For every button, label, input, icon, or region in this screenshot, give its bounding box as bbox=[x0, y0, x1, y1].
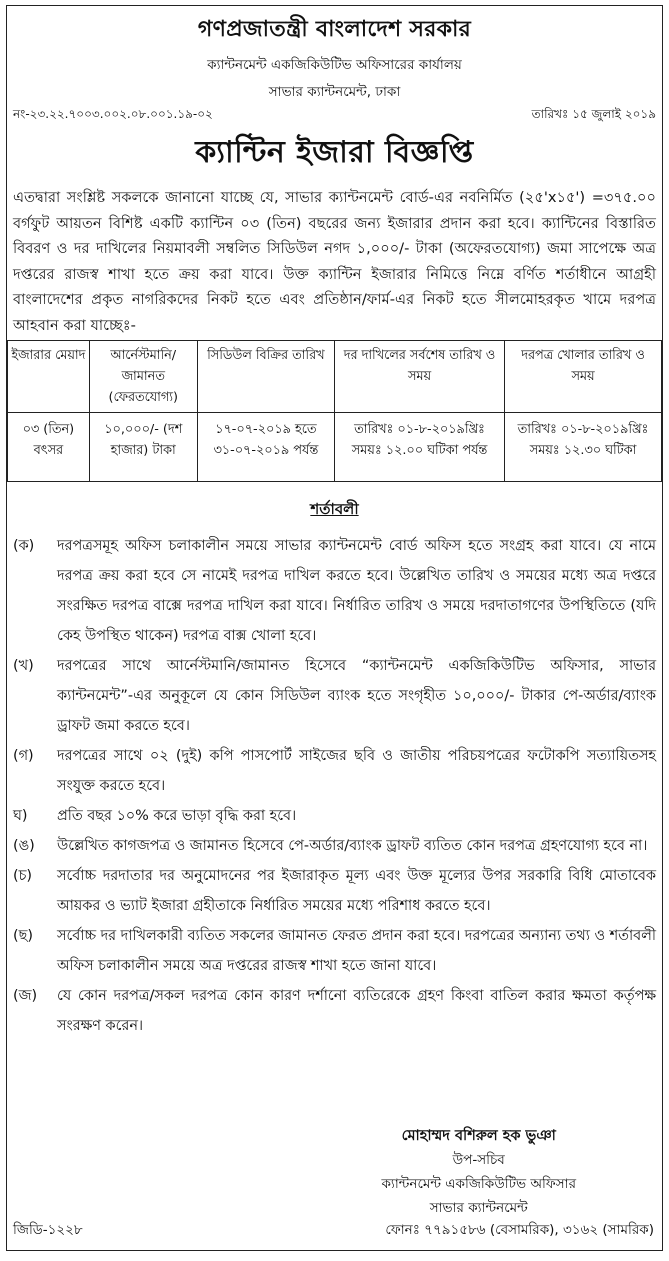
memo-number: নং-২৩.২২.৭০০৩.০০২.০৮.০০১.১৯-০২ bbox=[13, 107, 213, 121]
signatory-location: সাভার ক্যান্টনমেন্ট bbox=[429, 1200, 528, 1216]
term-item bbox=[7, 981, 662, 1041]
table-header-row bbox=[8, 341, 662, 413]
cell-lease-period: ০৩ (তিন) বৎসর bbox=[8, 413, 90, 482]
dg-number: জিডি-১২২৮ bbox=[13, 1222, 83, 1238]
header-lease-period: ইজারার মেয়াদ bbox=[8, 341, 90, 413]
header-schedule-sale-date: সিডিউল বিক্রির তারিখ bbox=[197, 341, 334, 413]
term-label: (জ) bbox=[13, 988, 38, 1004]
deadline-time: সময়ঃ ১২.০০ ঘটিকা পর্যন্ত bbox=[351, 443, 488, 458]
government-name: গণপ্রজাতন্ত্রী বাংলাদেশ সরকার bbox=[197, 17, 472, 42]
signatory-office: ক্যান্টনমেন্ট একজিকিউটিভ অফিসার bbox=[381, 1176, 576, 1192]
office-name: ক্যান্টনমেন্ট একজিকিউটিভ অফিসারের কার্যালয় bbox=[207, 57, 462, 73]
term-label: (ছ) bbox=[13, 928, 33, 944]
term-item bbox=[7, 861, 662, 921]
term-text: সর্বোচ্চ দর দাখিলকারী ব্যতিত সকলের জামানত ফেরত প্রদান করা হবে। দরপত্রের অন্যান্য তথ্য ও শর্তাবলী অফিস চলাকালীন সময়ে অত্র দপ্তরের রাজস্ব শাখা হতে জানা যাবে। bbox=[57, 928, 657, 974]
term-text: দরপত্রের সাথে ০২ (দুই) কপি পাসপোর্ট সাইজের ছবি ও জাতীয় পরিচয়পত্রের ফটোকপি সত্যায়িতসহ সংযুক্ত করতে হবে। bbox=[57, 748, 656, 794]
tender-notice bbox=[6, 5, 663, 1251]
term-label: (খ) bbox=[13, 658, 34, 674]
phone-numbers: ফোনঃ ৭৭৯১৫৮৬ (বেসামরিক), ৩১৬২ (সামরিক) bbox=[385, 1222, 654, 1238]
terms-list bbox=[7, 531, 662, 1041]
signatory-name: মোহাম্মদ বশিরুল হক ভুঞা bbox=[401, 1128, 556, 1144]
sale-date-from: ১৭-০৭-২০১৯ হতে bbox=[215, 422, 317, 437]
table-row bbox=[8, 413, 662, 482]
sale-date-to: ৩১-০৭-২০১৯ পর্যন্ত bbox=[213, 443, 319, 458]
office-location: সাভার ক্যান্টনমেন্ট, ঢাকা bbox=[268, 84, 401, 100]
term-label: (ক) bbox=[13, 538, 35, 554]
term-item bbox=[7, 831, 662, 861]
term-label: (গ) bbox=[13, 748, 34, 764]
term-text: যে কোন দরপত্র/সকল দরপত্র কোন কারণ দর্শানো ব্যতিরেকে গ্রহণ কিংবা বাতিল করার ক্ষমতা কর্তৃপক্ষ সংরক্ষণ করেন। bbox=[57, 988, 656, 1034]
opening-date: তারিখঃ ০১-৮-২০১৯খ্রিঃ bbox=[517, 422, 649, 437]
header-opening-date: দরপত্র খোলার তারিখ ও সময় bbox=[505, 341, 662, 413]
term-text: দরপত্রসমূহ অফিস চলাকালীন সময়ে সাভার ক্যান্টনমেন্ট বোর্ড অফিস হতে সংগ্রহ করা যাবে। যে নামে দরপত্র ক্রয় করা হবে সে নামেই দরপত্র দাখিল করতে হবে। উল্লেখিত তারিখ ও সময়ের মধ্যে অত্র দপ্তরে সংরক্ষিত দরপত্র বাক্সে দরপত্র দাখিল করা যাবে। নির্ধারিত তারিখ ও সময়ে দরদাতাগণের উপস্থিতিতে (যদি কেহ উপস্থিত থাকেন) দরপত্র বাক্স খোলা হবে। bbox=[57, 538, 656, 644]
term-item bbox=[7, 801, 662, 831]
cell-submission-deadline bbox=[334, 413, 504, 482]
term-item bbox=[7, 741, 662, 801]
notice-title: ক্যান্টিন ইজারা বিজ্ঞপ্তি bbox=[195, 135, 474, 170]
terms-heading: শর্তাবলী bbox=[310, 500, 359, 518]
cell-opening-date bbox=[505, 413, 662, 482]
header-submission-deadline: দর দাখিলের সর্বশেষ তারিখ ও সময় bbox=[334, 341, 504, 413]
signatory-designation: উপ-সচিব bbox=[452, 1152, 505, 1168]
term-label: (ঙ) bbox=[13, 838, 35, 854]
term-item bbox=[7, 651, 662, 741]
term-text: সর্বোচ্চ দরদাতার দর অনুমোদনের পর ইজারাকৃত মূল্য এবং উক্ত মূল্যের উপর সরকারি বিধি মোতাবেক আয়কর ও ভ্যাট ইজারা গ্রহীতাকে নির্ধারিত সময়ের মধ্যে পরিশাধ করতে হবে। bbox=[57, 868, 656, 914]
header-earnest-money: আর্নেস্টমানি/ জামানত (ফেরতযোগ্য) bbox=[89, 341, 197, 413]
cell-earnest-money: ১০,০০০/- (দশ হাজার) টাকা bbox=[89, 413, 197, 482]
schedule-table bbox=[7, 340, 662, 482]
term-item bbox=[7, 531, 662, 651]
term-item bbox=[7, 921, 662, 981]
opening-time: সময়ঃ ১২.৩০ ঘটিকা bbox=[529, 443, 637, 458]
term-text: প্রতি বছর ১০% করে ভাড়া বৃদ্ধি করা হবে। bbox=[57, 808, 297, 824]
term-text: উল্লেখিত কাগজপত্র ও জামানত হিসেবে পে-অর্ডার/ব্যাংক ড্রাফট ব্যতিত কোন দরপত্র গ্রহণযোগ্য হবে না। bbox=[57, 838, 648, 854]
reference-row bbox=[7, 106, 662, 126]
signature-block bbox=[381, 1124, 576, 1220]
term-label: (চ) bbox=[13, 868, 32, 884]
intro-paragraph: এতদ্বারা সংশ্লিষ্ট সকলকে জানানো যাচ্ছে যে, সাভার ক্যান্টনমেন্ট বোর্ড-এর নবনির্মিত (২৫'x১৫') =৩৭৫.০০ বর্গফুট আয়তন বিশিষ্ট একটি ক্যান্টিন ০৩ (তিন) বছরের জন্য ইজারার প্রদান করা হবে। ক্যান্টিনের বিস্তারিত বিবরণ ও দর দাখিলের নিয়মাবলী সম্বলিত সিডিউল নগদ ১,০০০/- টাকা (অফেরতযোগ্য) জমা সাপেক্ষে অত্র দপ্তরের রাজস্ব শাখা হতে ক্রয় করা যাবে। উক্ত ক্যান্টিন ইজারার নিমিত্তে নিম্নে বর্ণিত শর্তাধীনে আগ্রহী বাংলাদেশের প্রকৃত নাগরিকদের নিকট হতে এবং প্রতিষ্ঠান/ফার্ম-এর নিকট হতে সীলমোহরকৃত খামে দরপত্র আহবান করা যাচ্ছেঃ- bbox=[13, 189, 656, 334]
deadline-date: তারিখঃ ০১-৮-২০১৯খ্রিঃ bbox=[354, 422, 485, 437]
notice-date: তারিখঃ ১৫ জুলাই ২০১৯ bbox=[531, 107, 656, 121]
term-text: দরপত্রের সাথে আর্নেস্টমানি/জামানত হিসেবে “ক্যান্টনমেন্ট একজিকিউটিভ অফিসার, সাভার ক্যান্টনমেন্ট”-এর অনুকূলে যে কোন সিডিউল ব্যাংক হতে সংগৃহীত ১০,০০০/- টাকার পে-অর্ডার/ব্যাংক ড্রাফট জমা করতে হবে। bbox=[57, 658, 656, 734]
cell-schedule-sale-date bbox=[197, 413, 334, 482]
footer-row bbox=[13, 1219, 654, 1242]
term-label: ঘ) bbox=[13, 808, 28, 824]
